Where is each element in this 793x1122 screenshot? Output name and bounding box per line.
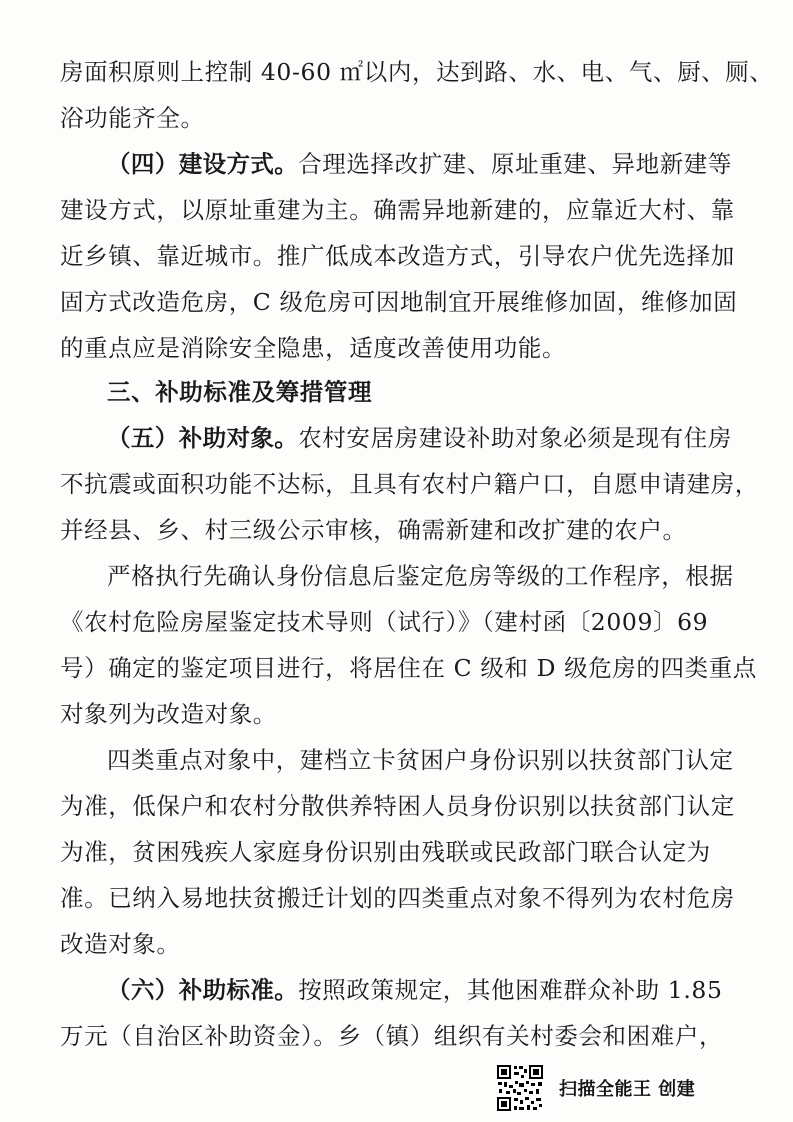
section-five-line: （五）补助对象。农村安居房建设补助对象必须是现有住房 (107, 424, 733, 452)
chapter-heading: 三、补助标准及筹措管理 (107, 378, 373, 406)
body-line: 对象列为改造对象。 (60, 700, 277, 728)
body-line: 的重点应是消除安全隐患，适度改善使用功能。 (60, 334, 567, 362)
body-line: 固方式改造危房，C 级危房可因地制宜开展维修加固，维修加固 (60, 288, 738, 316)
body-line: 为准，低保户和农村分散供养特困人员身份识别以扶贫部门认定 (60, 792, 735, 820)
body-line: 四类重点对象中，建档立卡贫困户身份识别以扶贫部门认定 (107, 746, 734, 774)
body-line: 建设方式，以原址重建为主。确需异地新建的，应靠近大村、靠 (60, 196, 735, 224)
body-line: 不抗震或面积功能不达标，且具有农村户籍户口，自愿申请建房， (60, 470, 759, 498)
body-line: 为准，贫困残疾人家庭身份识别由残联或民政部门联合认定为 (60, 838, 711, 866)
section-label: （五）补助对象。 (107, 424, 299, 452)
section-four-line: （四）建设方式。合理选择改扩建、原址重建、异地新建等 (107, 150, 733, 178)
section-label: （四）建设方式。 (107, 150, 299, 178)
section-label: （六）补助标准。 (107, 976, 299, 1004)
body-line: 严格执行先确认身份信息后鉴定危房等级的工作程序，根据 (107, 562, 734, 590)
body-line: 《农村危险房屋鉴定技术导则（试行）》（建村函〔2009〕69 (60, 608, 709, 636)
section-six-line: （六）补助标准。按照政策规定，其他困难群众补助 1.85 (107, 976, 723, 1004)
body-line: 近乡镇、靠近城市。推广低成本改造方式，引导农户优先选择加 (60, 242, 735, 270)
body-line: 房面积原则上控制 40-60 ㎡以内，达到路、水、电、气、厨、厕、 (60, 58, 774, 86)
body-line: 号）确定的鉴定项目进行，将居住在 C 级和 D 级危房的四类重点 (60, 654, 757, 682)
body-line: 并经县、乡、村三级公示审核，确需新建和改扩建的农户。 (60, 516, 687, 544)
qr-code-icon (495, 1063, 545, 1113)
watermark-label: 扫描全能王 创建 (559, 1079, 696, 1100)
body-line: 改造对象。 (60, 930, 181, 958)
body-line: 万元（自治区补助资金）。乡（镇）组织有关村委会和困难户， (60, 1022, 724, 1050)
scanner-watermark (495, 1062, 695, 1114)
body-line: 浴功能齐全。 (60, 104, 205, 132)
body-line: 准。已纳入易地扶贫搬迁计划的四类重点对象不得列为农村危房 (60, 884, 735, 912)
